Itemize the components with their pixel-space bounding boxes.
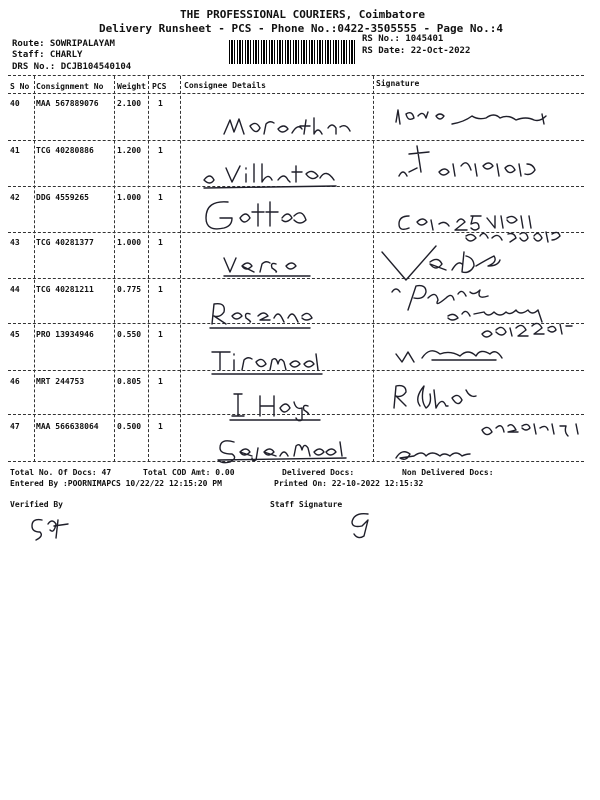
row-pcs: 1 [158,285,163,294]
row-sno: 44 [10,285,20,294]
row-consignment: TCG 40280886 [36,146,94,155]
staff-label: Staff: CHARLY [12,50,83,60]
row-consignment: TCG 40281211 [36,285,94,294]
staff-signature [348,510,374,540]
handwritten-consignee-40 [220,112,360,142]
row-sno: 42 [10,193,20,202]
total-cod-amount: Total COD Amt: 0.00 [143,468,235,477]
verified-by-signature [28,514,74,542]
row-consignment: MRT 244753 [36,377,85,386]
row-pcs: 1 [158,330,163,339]
col-divider [373,76,374,462]
col-header-consignee: Consignee Details [184,81,266,90]
document-subtitle: Delivery Runsheet - PCS - Phone No.:0422-3505555 - Page No.:4 [99,22,503,35]
handwritten-consignee-44 [206,298,316,330]
handwritten-consignee-43 [220,250,320,280]
rs-date: RS Date: 22-Oct-2022 [362,46,471,56]
delivered-docs: Delivered Docs: [282,468,355,477]
col-header-signature: Signature [376,79,420,88]
col-divider [114,76,115,462]
handwritten-consignee-45 [208,346,328,376]
handwritten-signature-47 [392,418,588,464]
handwritten-signature-46 [390,376,510,416]
row-pcs: 1 [158,422,163,431]
row-sno: 47 [10,422,20,431]
row-weight: 0.500 [117,422,142,431]
handwritten-consignee-41 [200,160,340,192]
row-weight: 1.200 [117,146,142,155]
row-sno: 46 [10,377,20,386]
row-weight: 2.100 [117,99,142,108]
row-pcs: 1 [158,146,163,155]
row-weight: 0.550 [117,330,142,339]
col-header-weight: Weight [117,82,146,91]
col-divider [34,76,35,462]
row-sno: 40 [10,99,20,108]
staff-signature-label: Staff Signature [270,500,343,509]
handwritten-signature-45 [392,318,582,370]
row-weight: 0.775 [117,285,142,294]
rs-number: RS No.: 1045401 [362,34,444,44]
col-header-pcs: PCS [152,82,167,91]
handwritten-signature-43 [376,226,576,284]
handwritten-consignee-42 [200,196,310,236]
entered-by: Entered By :POORNIMAPCS 10/22/22 12:15:20 PM [10,479,222,488]
row-pcs: 1 [158,238,163,247]
handwritten-consignee-46 [226,388,326,424]
verified-by-label: Verified By [10,500,63,509]
row-consignment: TCG 40281377 [36,238,94,247]
row-weight: 0.805 [117,377,142,386]
route-label: Route: SOWRIPALAYAM [12,39,115,49]
printed-on: Printed On: 22-10-2022 12:15:32 [274,479,424,488]
drs-number: DRS No.: DCJB104540104 [12,62,132,72]
handwritten-signature-41 [395,142,565,186]
row-consignment: MAA 567889076 [36,99,99,108]
row-pcs: 1 [158,377,163,386]
col-header-sno: S No [10,82,30,91]
row-weight: 1.000 [117,238,142,247]
handwritten-signature-40 [392,104,582,140]
table-header-rule [8,93,584,94]
col-divider [148,76,149,462]
handwritten-consignee-47 [214,434,354,462]
row-consignment: DDG 4559265 [36,193,89,202]
non-delivered-docs: Non Delivered Docs: [402,468,494,477]
row-pcs: 1 [158,99,163,108]
document-title: THE PROFESSIONAL COURIERS, Coimbatore [180,8,426,21]
total-docs: Total No. Of Docs: 47 [10,468,112,477]
row-sno: 45 [10,330,20,339]
row-weight: 1.000 [117,193,142,202]
row-pcs: 1 [158,193,163,202]
row-sno: 43 [10,238,20,247]
barcode [229,40,355,64]
col-header-consignment: Consignment No [36,82,104,91]
table-top-rule [8,75,584,76]
col-divider [180,76,181,462]
row-consignment: MAA 566638064 [36,422,99,431]
row-consignment: PRO 13934946 [36,330,94,339]
row-sno: 41 [10,146,20,155]
